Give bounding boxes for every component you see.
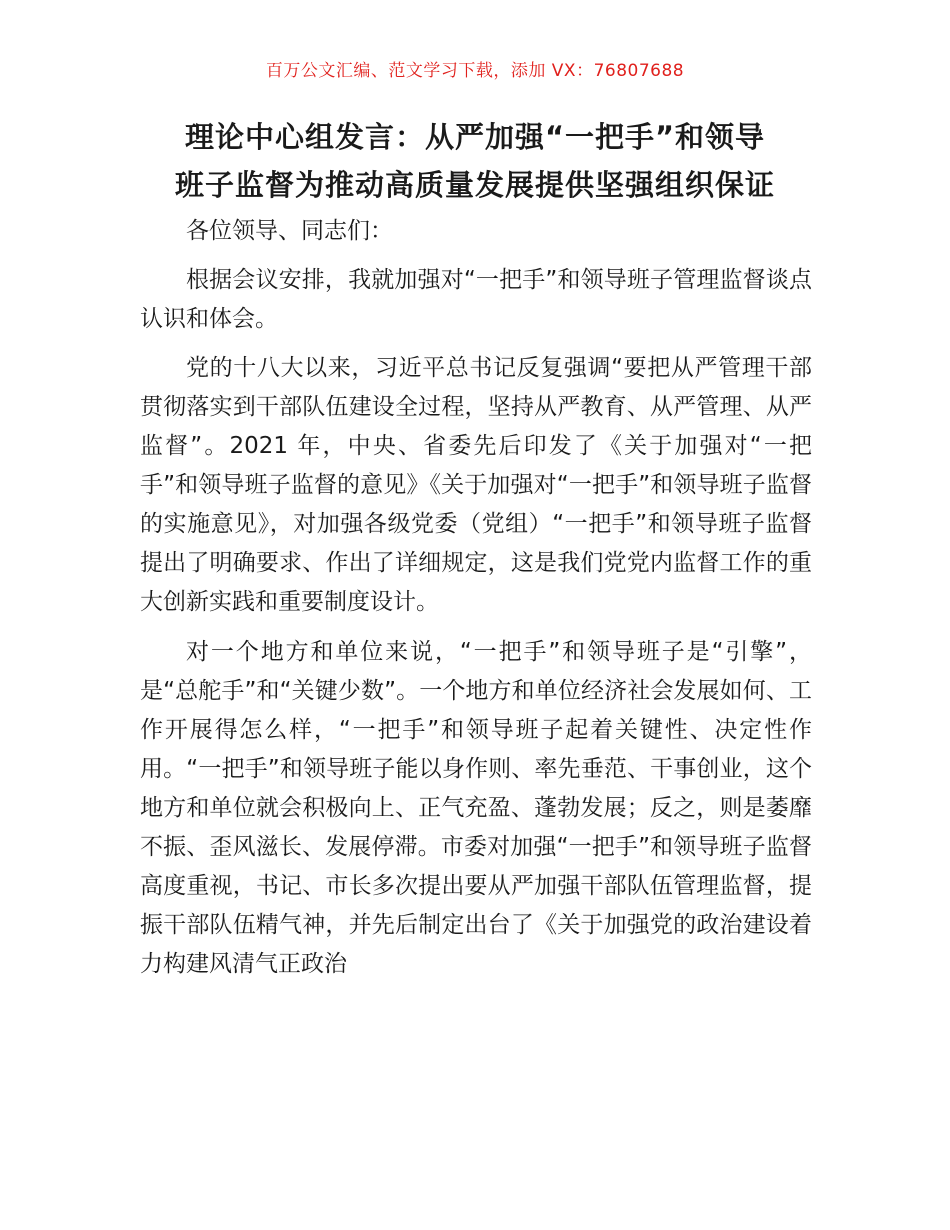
document-title: [135, 113, 815, 209]
salutation-paragraph: 各位领导、同志们：: [186, 218, 393, 244]
watermark-header: 百万公文汇编、范文学习下载，添加 VX：76807688: [265, 61, 685, 81]
title-line-2: 班子监督为推动高质量发展提供坚强组织保证: [174, 168, 775, 202]
importance-paragraph: 对一个地方和单位来说，“一把手”和领导班子是“引擎”，是“总舵手”和“关键少数”。一个地方和单位经济社会发展如何、工作开展得怎么样，“一把手”和领导班子起着关键性、决定性作用。“一把手”和领导班子能以身作则、率先垂范、干事创业，这个地方和单位就会积极向上、正气充盈、蓬勃发展；反之，则是萎靡不振、歪风滋长、发展停滞。市委对加强“一把手”和领导班子监督高度重视，书记、市长多次提出要从严加强干部队伍管理监督，提振干部队伍精气神，并先后制定出台了《关于加强党的政治建设着力构建风清气正政治: [140, 639, 812, 977]
intro-paragraph: 根据会议安排，我就加强对“一把手”和领导班子管理监督谈点认识和体会。: [140, 267, 812, 332]
title-line-1: 理论中心组发言：从严加强“一把手”和领导: [184, 120, 766, 154]
background-paragraph: 党的十八大以来，习近平总书记反复强调“要把从严管理干部贯彻落实到干部队伍建设全过程，坚持从严教育、从严管理、从严监督”。2021 年，中央、省委先后印发了《关于加强对“一把手”和领导班子监督的意见》《关于加强对“一把手”和领导班子监督的实施意见》，对加强各级党委（党组）“一把手”和领导班子监督提出了明确要求、作出了详细规定，这是我们党党内监督工作的重大创新实践和重要制度设计。: [140, 355, 812, 615]
document-body: [140, 212, 812, 991]
